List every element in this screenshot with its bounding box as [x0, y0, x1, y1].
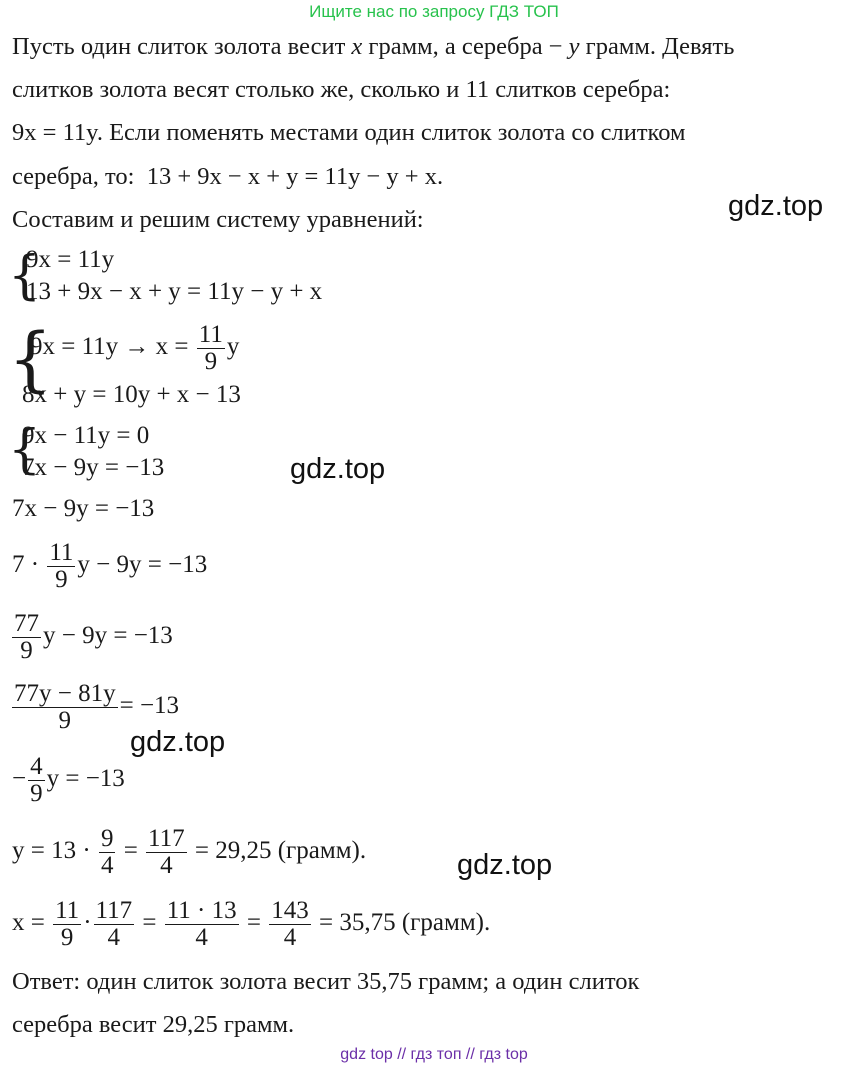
fraction: $\frac{11 \cdot 13}{4}$ — [166, 897, 237, 951]
system-brace: { — [8, 246, 42, 306]
system-brace: { — [8, 420, 42, 480]
system-2-eq-2: 8x + y = 10y + x − 13 — [22, 381, 241, 408]
fraction: $\frac{77}{9}$ — [14, 610, 39, 664]
watermark: gdz.top — [290, 453, 386, 485]
answer-line-2: серебра весит 29,25 грамм. — [12, 1011, 295, 1038]
equation-line-2: 7 · $\frac{11}{9}$ y − 9y = −13 — [12, 539, 208, 593]
text-fragment: грамм. Девять — [579, 33, 735, 60]
fraction: $\frac{11}{9}$ — [49, 539, 74, 593]
watermark: gdz.top — [130, 726, 226, 758]
equation-line-3: $\frac{77}{9}$ y − 9y = −13 — [14, 610, 173, 664]
equation-line-5: − $\frac{4}{9}$ y = −13 — [12, 753, 125, 807]
watermark: gdz.top — [728, 190, 824, 222]
fraction: $\frac{11}{9}$ — [55, 897, 80, 951]
text-fragment: грамм, а серебра − — [362, 33, 569, 60]
system-1-eq-1: 9x = 11y — [26, 246, 115, 273]
system-3-eq-1: 9x − 11y = 0 — [22, 422, 150, 449]
text-line-1: Пусть один слиток золота весит x грамм, а серебра − y грамм. Девять — [12, 33, 735, 60]
fraction: $\frac{77y - 81y}{9}$ — [14, 680, 116, 734]
watermark: gdz.top — [457, 849, 553, 881]
equation: y — [226, 333, 240, 361]
fraction: $\frac{11}{9}$ — [198, 321, 223, 375]
answer-line-1: Ответ: один слиток золота весит 35,75 грамм; а один слиток — [12, 968, 640, 995]
text-line-3 — [12, 118, 686, 148]
fraction: $\frac{117}{4}$ — [95, 897, 133, 951]
equation-line-4: $\frac{77y - 81y}{9}$ = −13 — [14, 680, 180, 734]
text-line-4 — [12, 162, 443, 192]
equation-line-7: x = $\frac{11}{9}$ · $\frac{117}{4}$ = $\frac{11 \cdot 13}{4}$ = $\frac{143}{4}$ = 35,75 (грамм). — [12, 897, 491, 951]
text-fragment: серебра, то: — [12, 163, 135, 190]
system-brace: { — [8, 318, 53, 400]
equation-line-1: 7x − 9y = −13 — [12, 495, 155, 522]
system-1-eq-2: 13 + 9x − x + y = 11y − y + x — [26, 278, 323, 305]
equation: 9x = 11y. — [12, 119, 103, 146]
system-2-eq-1 — [30, 322, 239, 375]
equation: 9x = 11y → x = — [30, 333, 189, 361]
equation: 13 + 9x − x + y = 11y − y + x. — [146, 163, 444, 190]
text-fragment: Пусть один слиток золота весит — [12, 33, 352, 60]
text-line-5: Составим и решим систему уравнений: — [12, 206, 424, 233]
text-fragment: Если поменять местами один слиток золота со слитком — [102, 119, 686, 146]
fraction: $\frac{9}{4}$ — [100, 825, 114, 879]
fraction: $\frac{117}{4}$ — [148, 825, 185, 879]
text-line-2: слитков золота весят столько же, сколько и 11 слитков серебра: — [12, 76, 671, 103]
fraction: $\frac{4}{9}$ — [30, 753, 43, 807]
system-3-eq-2: 7x − 9y = −13 — [22, 454, 165, 481]
fraction: $\frac{143}{4}$ — [271, 897, 309, 951]
equation-line-6: y = 13 · $\frac{9}{4}$ = $\frac{117}{4}$ = 29,25 (грамм). — [12, 825, 367, 879]
page-footer: gdz top // гдз топ // гдз top — [340, 1046, 528, 1063]
page-header: Ищите нас по запросу ГДЗ ТОП — [309, 2, 559, 21]
